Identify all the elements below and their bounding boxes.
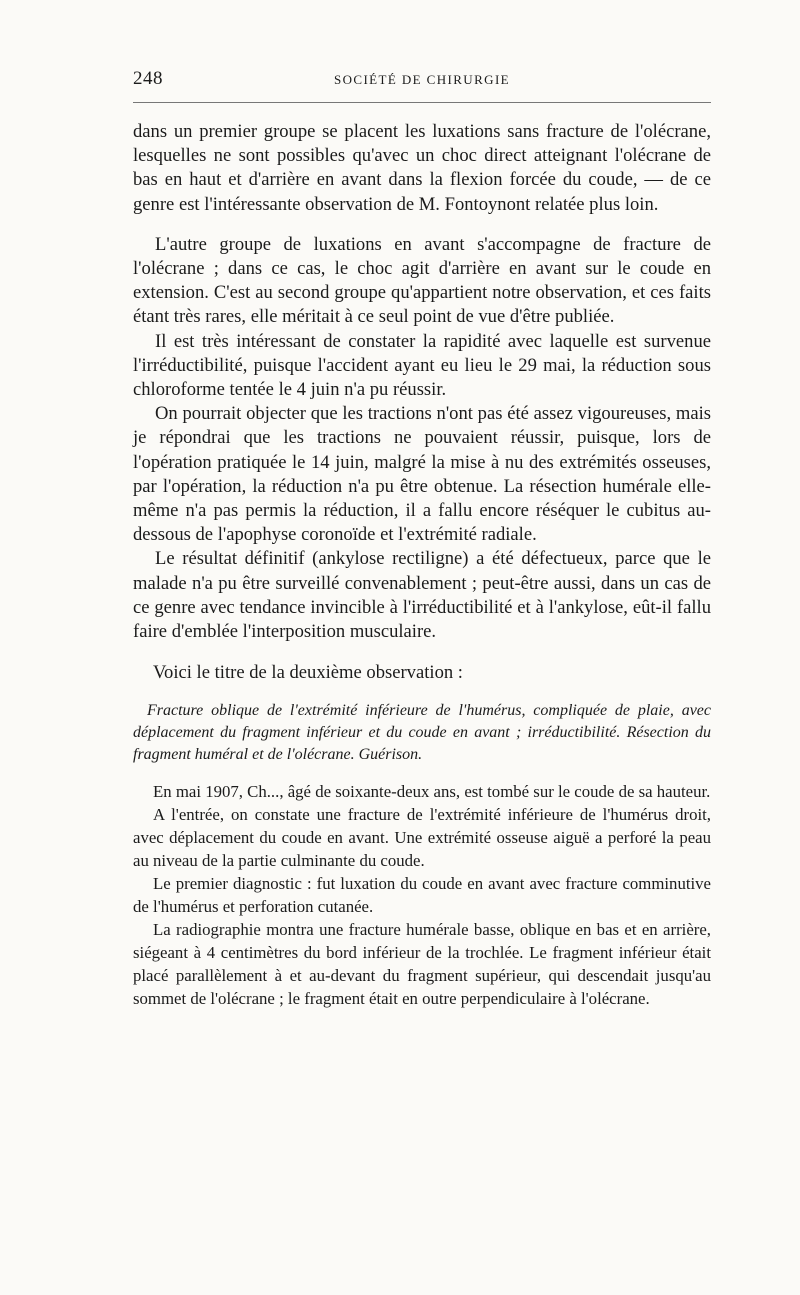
case-paragraph: Le premier diagnostic : fut luxation du coude en avant avec fracture comminutive de l'humérus et perforation cutanée. bbox=[133, 874, 711, 917]
case-paragraph: A l'entrée, on constate une fracture de l'extrémité inférieure de l'humérus droit, avec déplacement du coude en avant. Une extrémité osseuse aiguë a perforé la peau au niveau de la partie culminante du coude. bbox=[133, 805, 711, 871]
paragraph: dans un premier groupe se placent les luxations sans fracture de l'olécrane, lesquelles ne sont possibles qu'avec un choc direct atteignant l'olécrane de bas en haut et d'arrière en avant dans la flexion forcée du coude, — de ce genre est l'intéressante observation de M. Fontoynont relatée plus loin. bbox=[133, 121, 711, 215]
observation-title: Fracture oblique de l'extrémité inférieure de l'humérus, compliquée de plaie, avec déplacement du fragment inférieur et du coude en avant ; irréductibilité. Résection du fragment huméral et de l'olécrane. Guérison. bbox=[133, 702, 711, 764]
running-title: SOCIÉTÉ DE CHIRURGIE bbox=[333, 72, 511, 87]
paragraph: On pourrait objecter que les tractions n'ont pas été assez vigoureuses, mais je répondrai que les tractions ne pouvaient réussir, puisque, lors de l'opération pratiquée le 14 juin, malgré la mise à nu des extrémités osseuses, par l'opération, la réduction n'a pu être obtenue. La résection humérale elle-même n'a pas permis la réduction, il a fallu encore réséquer le cubitus au-dessous de l'apophyse coronoïde et l'extrémité radiale. bbox=[133, 403, 711, 546]
running-header bbox=[133, 62, 711, 92]
page-content bbox=[133, 120, 711, 1010]
observation-intro: Voici le titre de la deuxième observation : bbox=[153, 662, 463, 684]
paragraph: Le résultat définitif (ankylose rectiligne) a été défectueux, parce que le malade n'a pu être surveillé convenablement ; peut-être aussi, dans un cas de ce genre avec tendance invincible à l'irréductibilité et à l'ankylose, eût-il fallu faire d'emblée l'interposition musculaire. bbox=[133, 548, 711, 643]
header-rule bbox=[133, 102, 711, 103]
paragraph: Il est très intéressant de constater la rapidité avec laquelle est survenue l'irréductibilité, puisque l'accident ayant eu lieu le 29 mai, la réduction sous chloroforme tentée le 4 juin n'a pu réussir. bbox=[133, 330, 711, 401]
case-paragraph: En mai 1907, Ch..., âgé de soixante-deux ans, est tombé sur le coude de sa hauteur. bbox=[153, 782, 711, 802]
paragraph: L'autre groupe de luxations en avant s'accompagne de fracture de l'olécrane ; dans ce cas, le choc agit d'arrière en avant sur le coude en extension. C'est au second groupe qu'appartient notre observation, et ces faits étant très rares, elle méritait à ce seul point de vue d'être publiée. bbox=[133, 233, 711, 328]
case-paragraph: La radiographie montra une fracture humérale basse, oblique en bas et en arrière, siégeant à 4 centimètres du bord inférieur de la trochlée. Le fragment inférieur était placé parallèlement à et au-devant du fragment supérieur, qui descendait jusqu'au sommet de l'olécrane ; le fragment était en outre perpendiculaire à l'olécrane. bbox=[133, 920, 711, 1009]
page-number: 248 bbox=[133, 68, 163, 89]
case-report-text bbox=[133, 780, 711, 1010]
book-page bbox=[133, 62, 711, 1009]
main-text bbox=[133, 120, 711, 644]
